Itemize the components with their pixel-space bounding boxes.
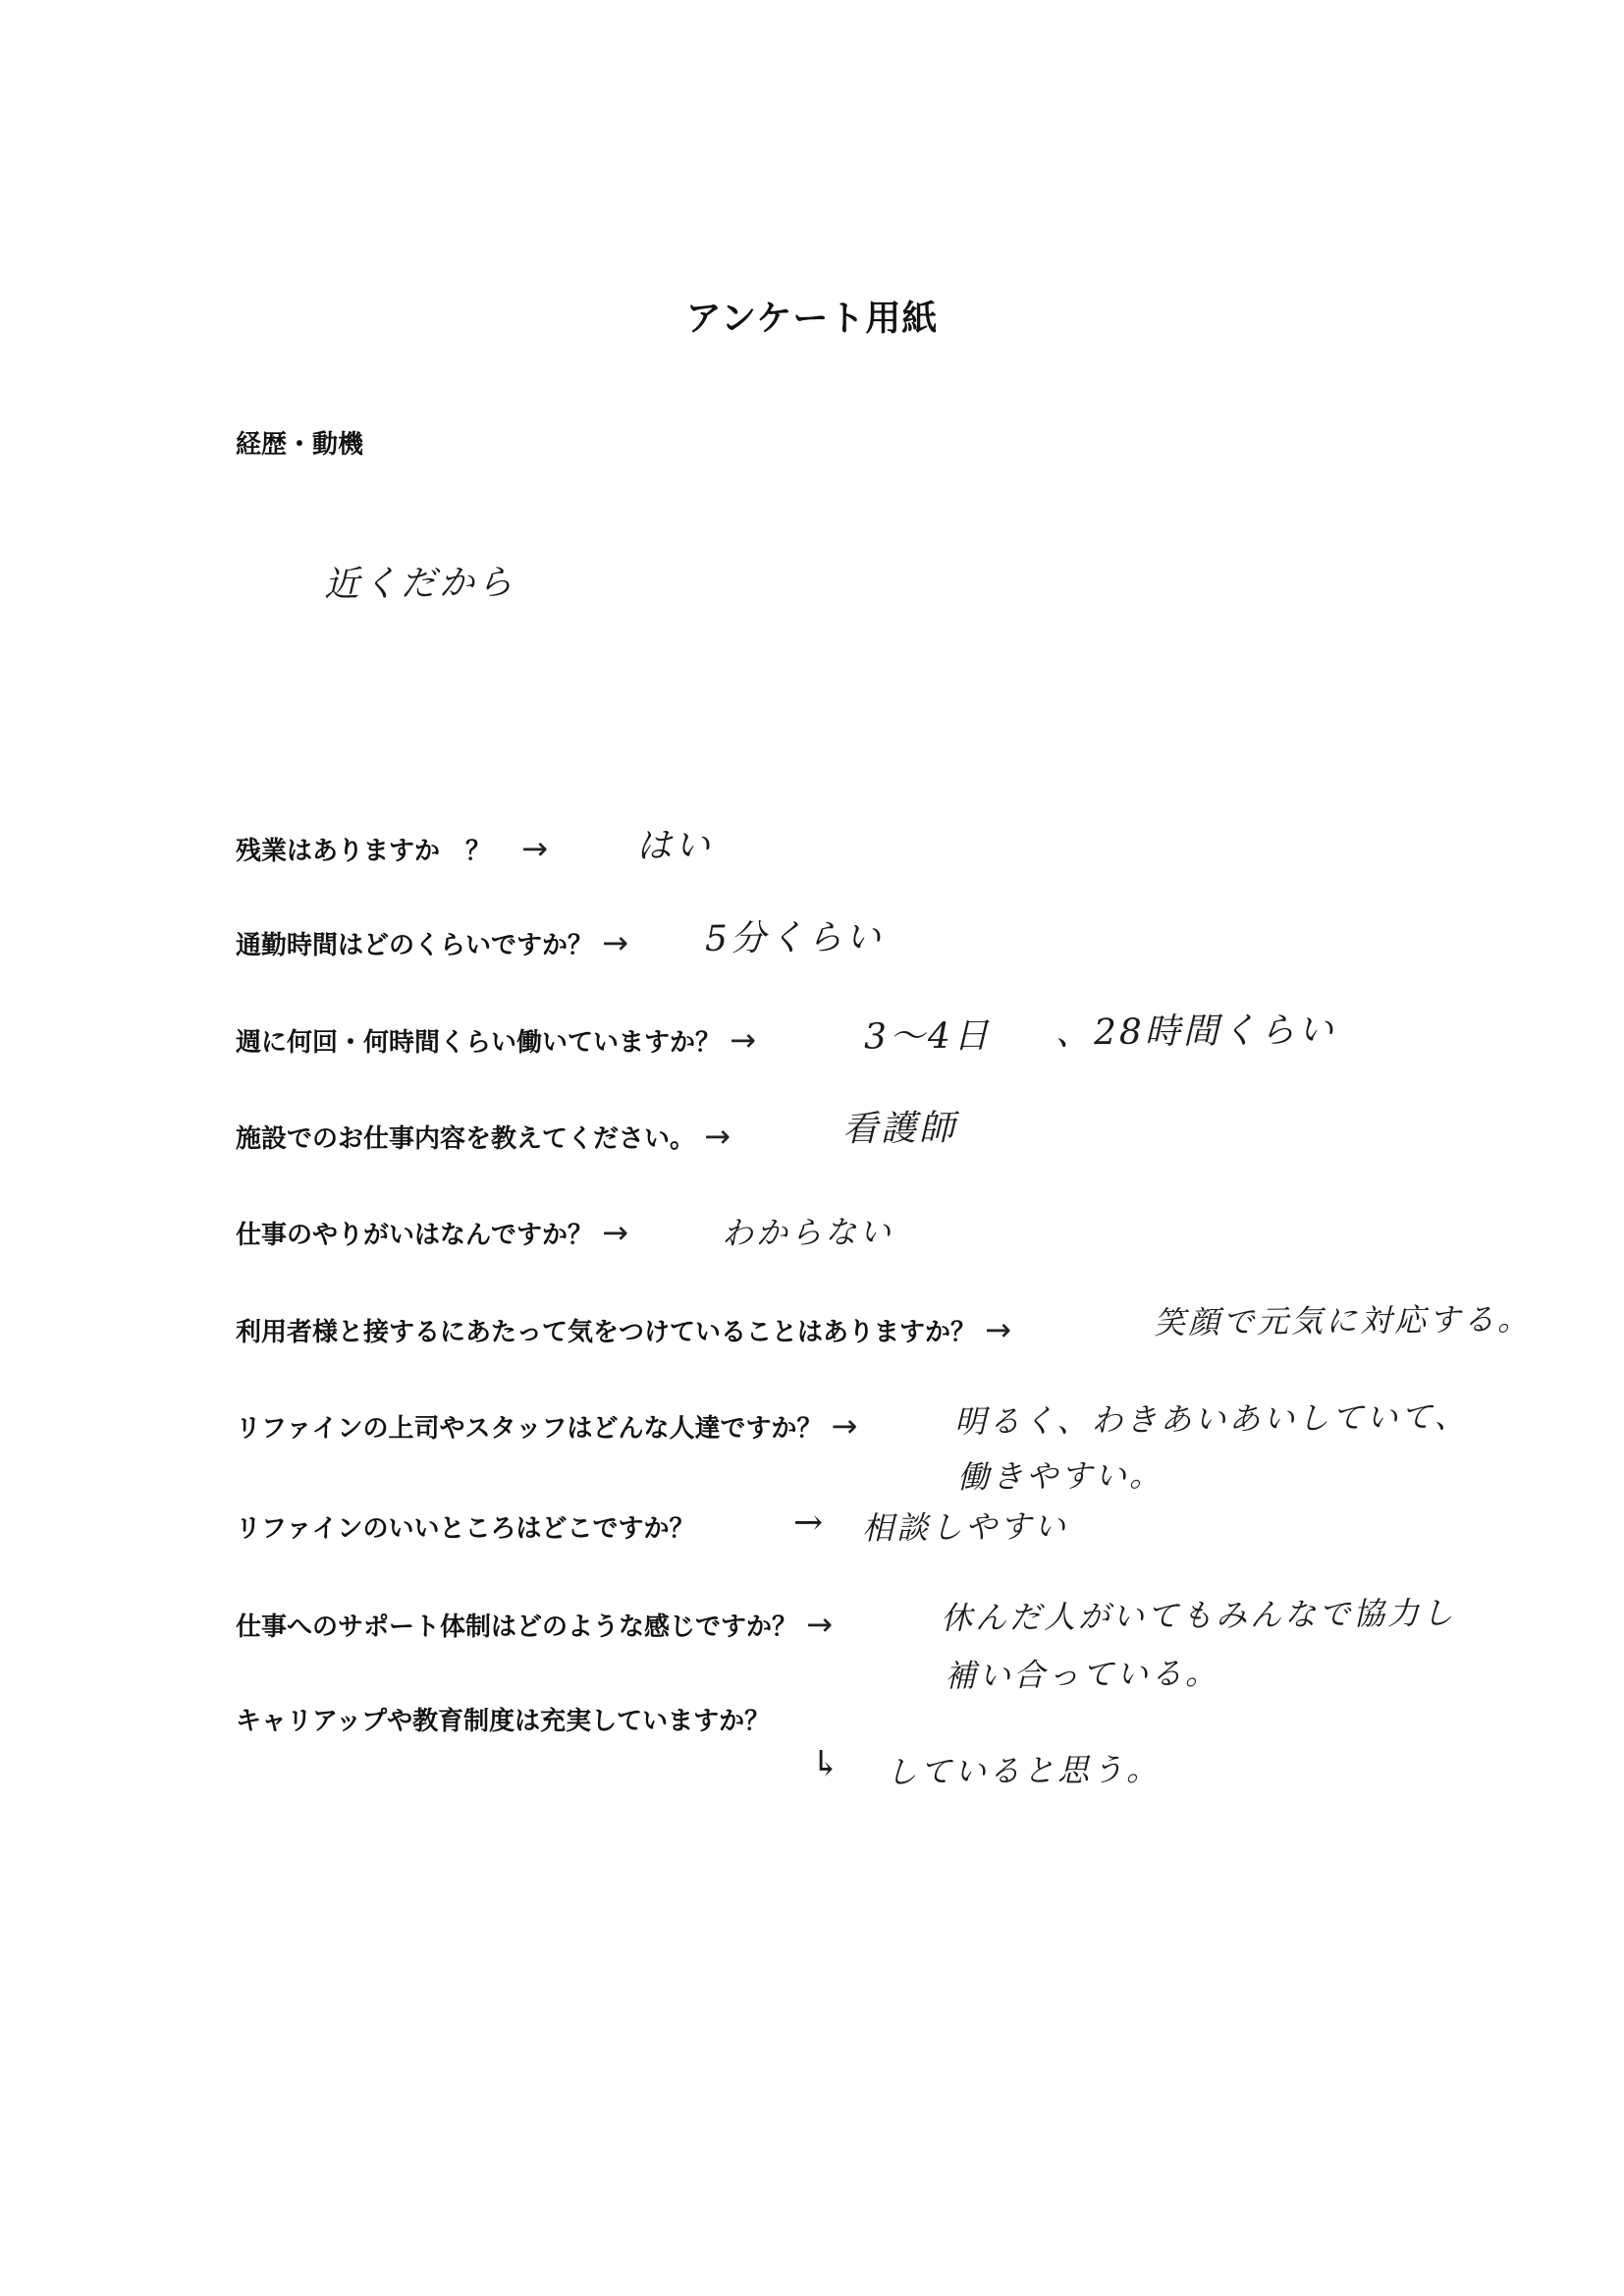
question-rewarding [236,1214,628,1251]
question-text: 施設でのお仕事内容を教えてください。 [236,1124,696,1154]
handwritten-answer-colleagues-line2: 働きやすい。 [956,1455,1164,1497]
arrow-icon: → [806,1606,833,1643]
handwritten-answer-overtime: はい [635,825,714,867]
question-text: 仕事のやりがいはなんですか？ [236,1221,594,1250]
question-text: 週に何回・何時間くらい働いていますか？ [236,1028,722,1058]
question-text: リファインの上司やスタッフはどんな人達ですか？ [236,1414,823,1444]
question-overtime [236,830,548,867]
handwritten-arrow-icon: → [793,1503,824,1543]
question-care-points [236,1311,1011,1348]
arrow-icon: → [730,1021,756,1059]
arrow-icon: → [521,830,548,867]
handwritten-answer-care-points: 笑顔で元気に対応する。 [1153,1299,1533,1342]
question-job-content [236,1118,731,1155]
handwritten-answer-weekly-hours: 、28時間くらい [1055,1010,1337,1054]
question-text: 仕事へのサポート体制はどのような感じですか？ [236,1613,798,1642]
question-text: 残業はありますか ？ [236,837,492,866]
handwritten-answer-job-content: 看護師 [841,1108,958,1150]
arrow-icon: → [985,1311,1011,1348]
question-text: 利用者様と接するにあたって気をつけていることはありますか？ [236,1318,977,1347]
handwritten-answer-rewarding: わからない [721,1213,894,1252]
handwritten-answer-colleagues: 明るく、わきあいあいしていて、 [953,1397,1469,1441]
handwritten-answer-weekly-days: 3〜4日 [863,1015,993,1058]
handwritten-answer-support: 休んだ人がいてもみんなで協力し [940,1594,1457,1637]
question-text: 通勤時間はどのくらいですか？ [236,931,594,960]
question-good-points [236,1508,694,1545]
handwritten-answer-motive: 近くだから [323,562,516,606]
question-text: キャリアップや教育制度は充実していますか？ [236,1707,771,1736]
question-colleagues [236,1407,857,1445]
handwritten-hook-arrow-icon: ↳ [811,1744,841,1784]
handwritten-answer-career-up: していると思う。 [885,1750,1162,1791]
page-title: アンケート用紙 [685,299,939,339]
question-support [236,1606,833,1643]
question-text: リファインのいいところはどこですか？ [236,1514,695,1544]
handwritten-answer-commute: 5分くらい [704,917,885,959]
handwritten-answer-good-points: 相談しやすい [861,1506,1069,1548]
section-label-career-motive: 経歴・動機 [236,430,364,460]
handwritten-answer-support-line2: 補い合っている。 [944,1654,1220,1695]
arrow-icon: → [831,1407,858,1445]
arrow-icon: → [704,1118,731,1155]
question-weekly-hours [236,1021,756,1059]
question-commute [236,924,628,961]
arrow-icon: → [602,1214,628,1251]
arrow-icon: → [602,924,628,961]
question-career-up [236,1701,770,1737]
